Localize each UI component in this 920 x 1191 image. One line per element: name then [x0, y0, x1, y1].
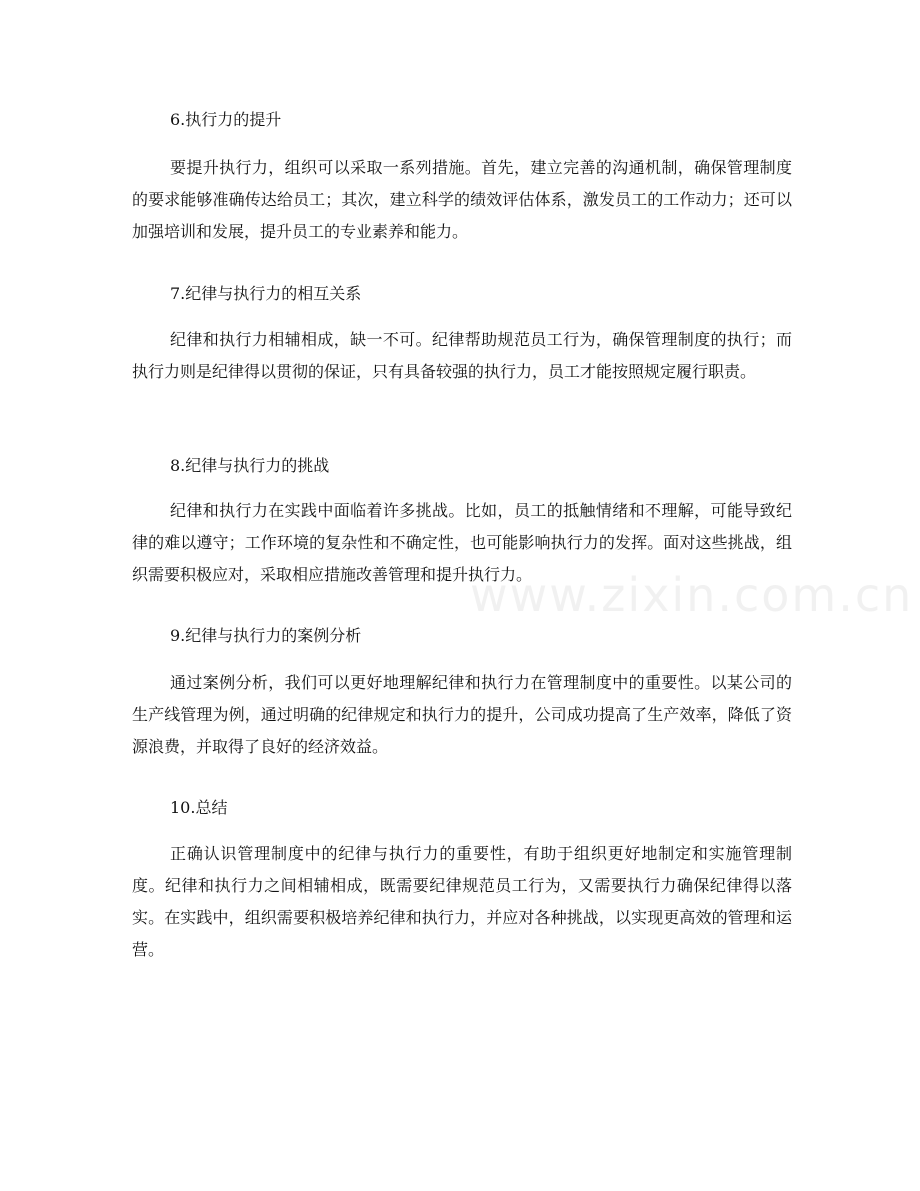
section-7-body: 纪律和执行力相辅相成，缺一不可。纪律帮助规范员工行为，确保管理制度的执行；而执行力则是纪律得以贯彻的保证，只有具备较强的执行力，员工才能按照规定履行职责。 — [132, 330, 792, 381]
section-6-heading: 6.执行力的提升 — [170, 110, 282, 129]
section-7-heading: 7.纪律与执行力的相互关系 — [170, 284, 362, 303]
watermark: www.zixin.com.cn — [470, 568, 914, 622]
section-8-body: 纪律和执行力在实践中面临着许多挑战。比如，员工的抵触情绪和不理解，可能导致纪律的难以遵守；工作环境的复杂性和不确定性，也可能影响执行力的发挥。面对这些挑战，组织需要积极应对，采取相应措施改善管理和提升执行力。 — [132, 501, 792, 584]
section-10-body: 正确认识管理制度中的纪律与执行力的重要性，有助于组织更好地制定和实施管理制度。纪律和执行力之间相辅相成，既需要纪律规范员工行为，又需要执行力确保纪律得以落实。在实践中，组织需要积极培养纪律和执行力，并应对各种挑战，以实现更高效的管理和运营。 — [132, 844, 792, 959]
section-10-heading: 10.总结 — [170, 798, 228, 817]
section-9-heading: 9.纪律与执行力的案例分析 — [170, 626, 362, 645]
section-9-body: 通过案例分析，我们可以更好地理解纪律和执行力在管理制度中的重要性。以某公司的生产线管理为例，通过明确的纪律规定和执行力的提升，公司成功提高了生产效率，降低了资源浪费，并取得了良好的经济效益。 — [132, 673, 792, 756]
section-6-body: 要提升执行力，组织可以采取一系列措施。首先，建立完善的沟通机制，确保管理制度的要求能够准确传达给员工；其次，建立科学的绩效评估体系，激发员工的工作动力；还可以加强培训和发展，提升员工的专业素养和能力。 — [132, 158, 792, 241]
section-8-heading: 8.纪律与执行力的挑战 — [170, 456, 330, 475]
